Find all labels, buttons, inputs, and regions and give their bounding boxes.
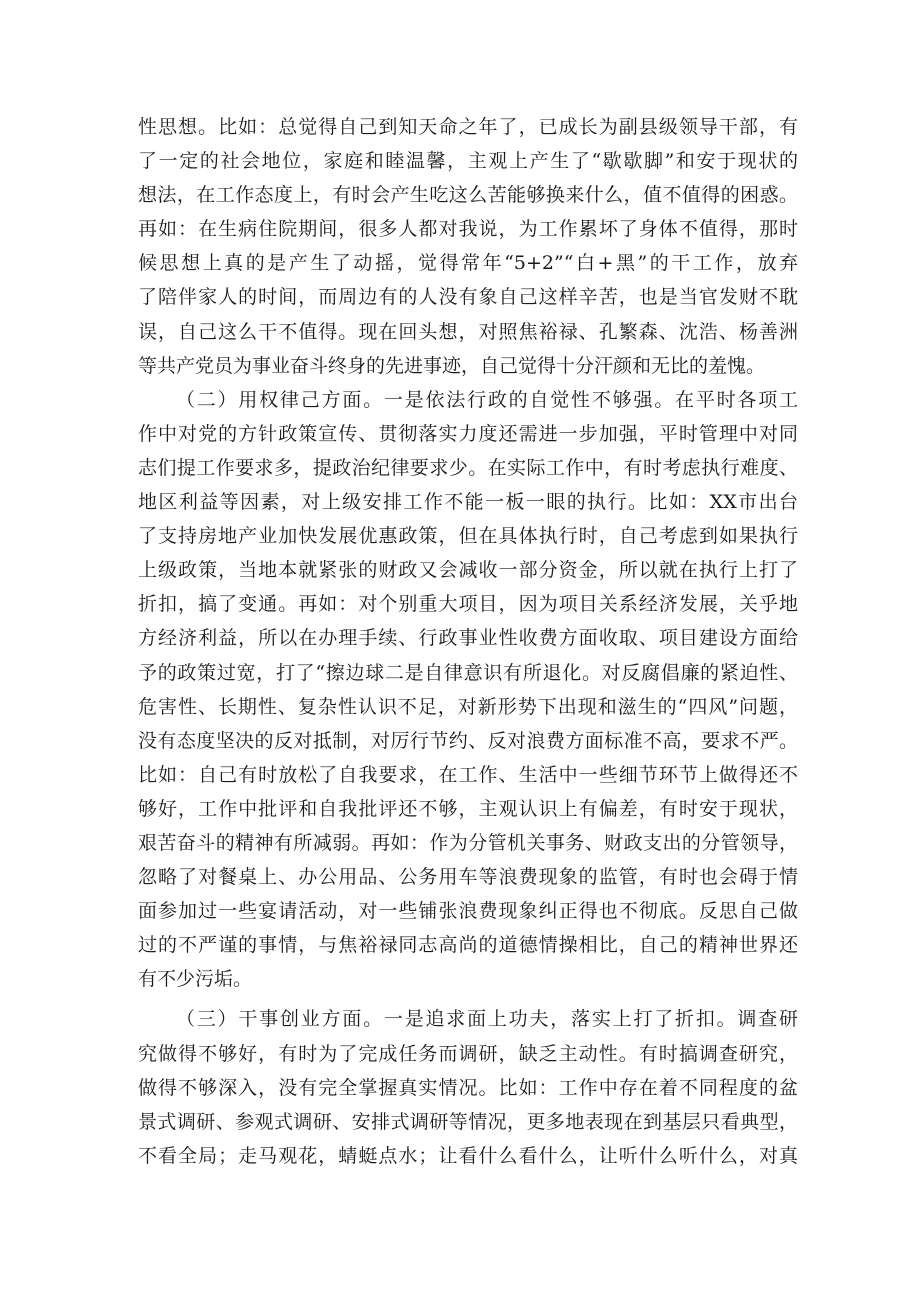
text-line: 究做得不够好，有时为了完成任务而调研，缺乏主动性。有时搞调查研究，: [138, 1042, 798, 1065]
text-line: 予的政策过宽，打了“擦边球二是自律意识有所退化。对反腐倡廉的紧迫性、: [138, 661, 798, 684]
text-line: 比如：自己有时放松了自我要求，在工作、生活中一些细节环节上做得还不: [138, 763, 798, 786]
paragraph-career: [138, 1002, 798, 1172]
section-heading-line: （三）干事创业方面。一是追求面上功夫，落实上打了折扣。调查研: [176, 1008, 798, 1031]
text-line: 艰苦奋斗的精神有所减弱。再如：作为分管机关事务、财政支出的分管领导，: [138, 831, 798, 854]
text-line: 地区利益等因素，对上级安排工作不能一板一眼的执行。比如：XX市出台: [138, 491, 798, 514]
text-line: 做得不够深入，没有完全掌握真实情况。比如：工作中存在着不同程度的盆: [138, 1076, 798, 1099]
text-line: 性思想。比如：总觉得自己到知天命之年了，已成长为副县级领导干部，有: [138, 116, 798, 138]
text-line: 有不少污垢。: [138, 968, 253, 991]
text-line: 想法，在工作态度上，有时会产生吃这么苦能够换来什么，值不值得的困惑。: [138, 184, 798, 207]
paragraph-thought: [138, 110, 798, 383]
text-line: 了一定的社会地位，家庭和睦温馨，主观上产生了“歇歇脚”和安于现状的: [138, 150, 798, 173]
text-line: 折扣，搞了变通。再如：对个别重大项目，因为项目关系经济发展，关乎地: [138, 593, 798, 616]
text-line: 够好，工作中批评和自我批评还不够，主观认识上有偏差，有时安于现状，: [138, 797, 798, 820]
text-line: 没有态度坚决的反对抵制，对厉行节约、反对浪费方面标准不高，要求不严。: [138, 729, 798, 752]
text-line: 了支持房地产业加快发展优惠政策，但在具体执行时，自己考虑到如果执行: [138, 525, 798, 548]
text-line: 景式调研、参观式调研、安排式调研等情况，更多地表现在到基层只看典型，: [138, 1110, 798, 1133]
text-line: 了陪伴家人的时间，而周边有的人没有象自己这样辛苦，也是当官发财不耽: [138, 286, 798, 309]
text-line: 过的不严谨的事情，与焦裕禄同志高尚的道德情操相比，自己的精神世界还: [138, 934, 798, 957]
text-line: 志们提工作要求多，提政治纪律要求少。在实际工作中，有时考虑执行难度、: [138, 456, 798, 479]
text-line: 候思想上真的是产生了动摇，觉得常年“5+2”“白+黑”的干工作，放弃: [138, 252, 798, 275]
text-line: 面参加过一些宴请活动，对一些铺张浪费现象纠正得也不彻底。反思自己做: [138, 900, 798, 923]
text-line: 误，自己这么干不值得。现在回头想，对照焦裕禄、孔繁森、沈浩、杨善洲: [138, 320, 798, 343]
text-line: 不看全局；走马观花，蜻蜓点水；让看什么看什么，让听什么听什么，对真: [138, 1144, 798, 1167]
section-heading-line: （二）用权律己方面。一是依法行政的自觉性不够强。在平时各项工: [176, 388, 798, 411]
text-line: 忽略了对餐桌上、办公用品、公务用车等浪费现象的监管，有时也会碍于情: [138, 866, 798, 889]
text-line: 危害性、长期性、复杂性认识不足，对新形势下出现和滋生的“四风”问题，: [138, 695, 798, 718]
text-line: 方经济利益，所以在办理手续、行政事业性收费方面收取、项目建设方面给: [138, 627, 798, 650]
document-body: [138, 110, 798, 1173]
text-line: 等共产党员为事业奋斗终身的先进事迹，自己觉得十分汗颜和无比的羞愧。: [138, 354, 766, 377]
paragraph-power-discipline: [138, 383, 798, 997]
text-line: 作中对党的方针政策宣传、贯彻落实力度还需进一步加强，平时管理中对同: [138, 422, 798, 445]
text-line: 上级政策，当地本就紧张的财政又会减收一部分资金，所以就在执行上打了: [138, 559, 798, 582]
text-line: 再如：在生病住院期间，很多人都对我说，为工作累坏了身体不值得，那时: [138, 218, 798, 241]
